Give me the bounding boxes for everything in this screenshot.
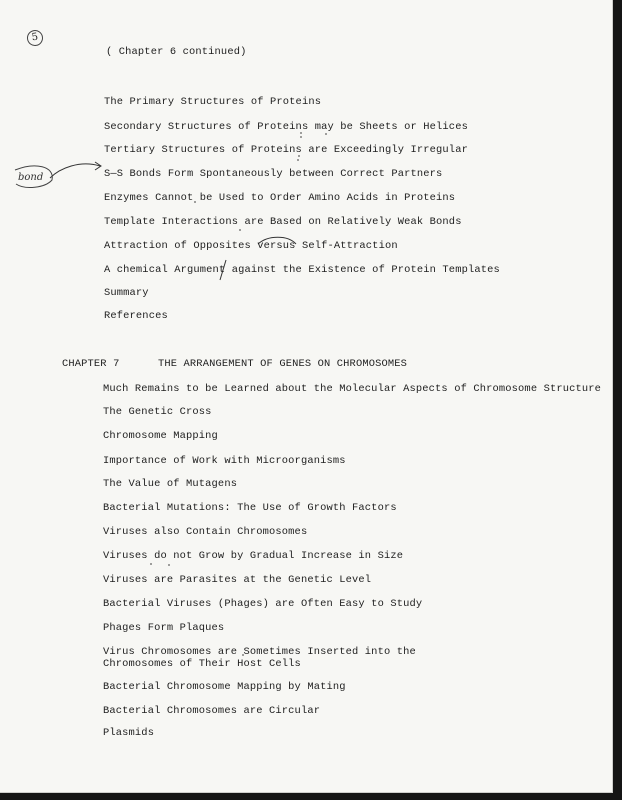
chapter-title: THE ARRANGEMENT OF GENES ON CHROMOSOMES [158,358,408,370]
list-item: Viruses do not Grow by Gradual Increase in Size [103,550,404,562]
list-item: Phages Form Plaques [103,622,225,634]
margin-arrow [50,164,100,178]
list-item: Plasmids [103,727,155,739]
list-item: Bacterial Chromosomes are Circular [103,705,321,717]
list-item: Enzymes Cannot be Used to Order Amino Acids in Proteins [104,192,456,204]
list-item: Bacterial Chromosome Mapping by Mating [103,681,346,693]
list-item: Template Interactions are Based on Relatively Weak Bonds [104,216,462,228]
list-item: The Primary Structures of Proteins [104,96,322,108]
list-item: Attraction of Opposites versus Self-Attraction [104,240,398,252]
list-item-continuation: Chromosomes of Their Host Cells [103,658,301,670]
chapter-label: CHAPTER 7 [62,358,120,370]
list-item: Importance of Work with Microorganisms [103,455,346,467]
page-number: 5 [26,29,44,47]
continued-note: ( Chapter 6 continued) [106,46,247,58]
list-item: Summary [104,287,149,299]
list-item: A chemical Argument against the Existence of Protein Templates [104,264,500,276]
margin-note: bond [18,172,44,183]
list-item: Bacterial Mutations: The Use of Growth Factors [103,502,397,514]
list-item: Much Remains to be Learned about the Molecular Aspects of Chromosome Structure [103,383,602,395]
list-item: References [104,310,168,322]
list-item: Secondary Structures of Proteins may be Sheets or Helices [104,121,468,133]
list-item: S—S Bonds Form Spontaneously between Correct Partners [104,168,443,180]
list-item: Chromosome Mapping [103,430,218,442]
list-item: Viruses also Contain Chromosomes [103,526,308,538]
margin-arrow-head [95,162,101,170]
list-item: The Genetic Cross [103,406,212,418]
list-item: Tertiary Structures of Proteins are Exceedingly Irregular [104,144,468,156]
list-item: The Value of Mutagens [103,478,238,490]
list-item: Bacterial Viruses (Phages) are Often Easy to Study [103,598,423,610]
list-item: Virus Chromosomes are Sometimes Inserted into the [103,646,416,658]
list-item: Viruses are Parasites at the Genetic Level [103,574,372,586]
margin-bracket [15,166,52,188]
